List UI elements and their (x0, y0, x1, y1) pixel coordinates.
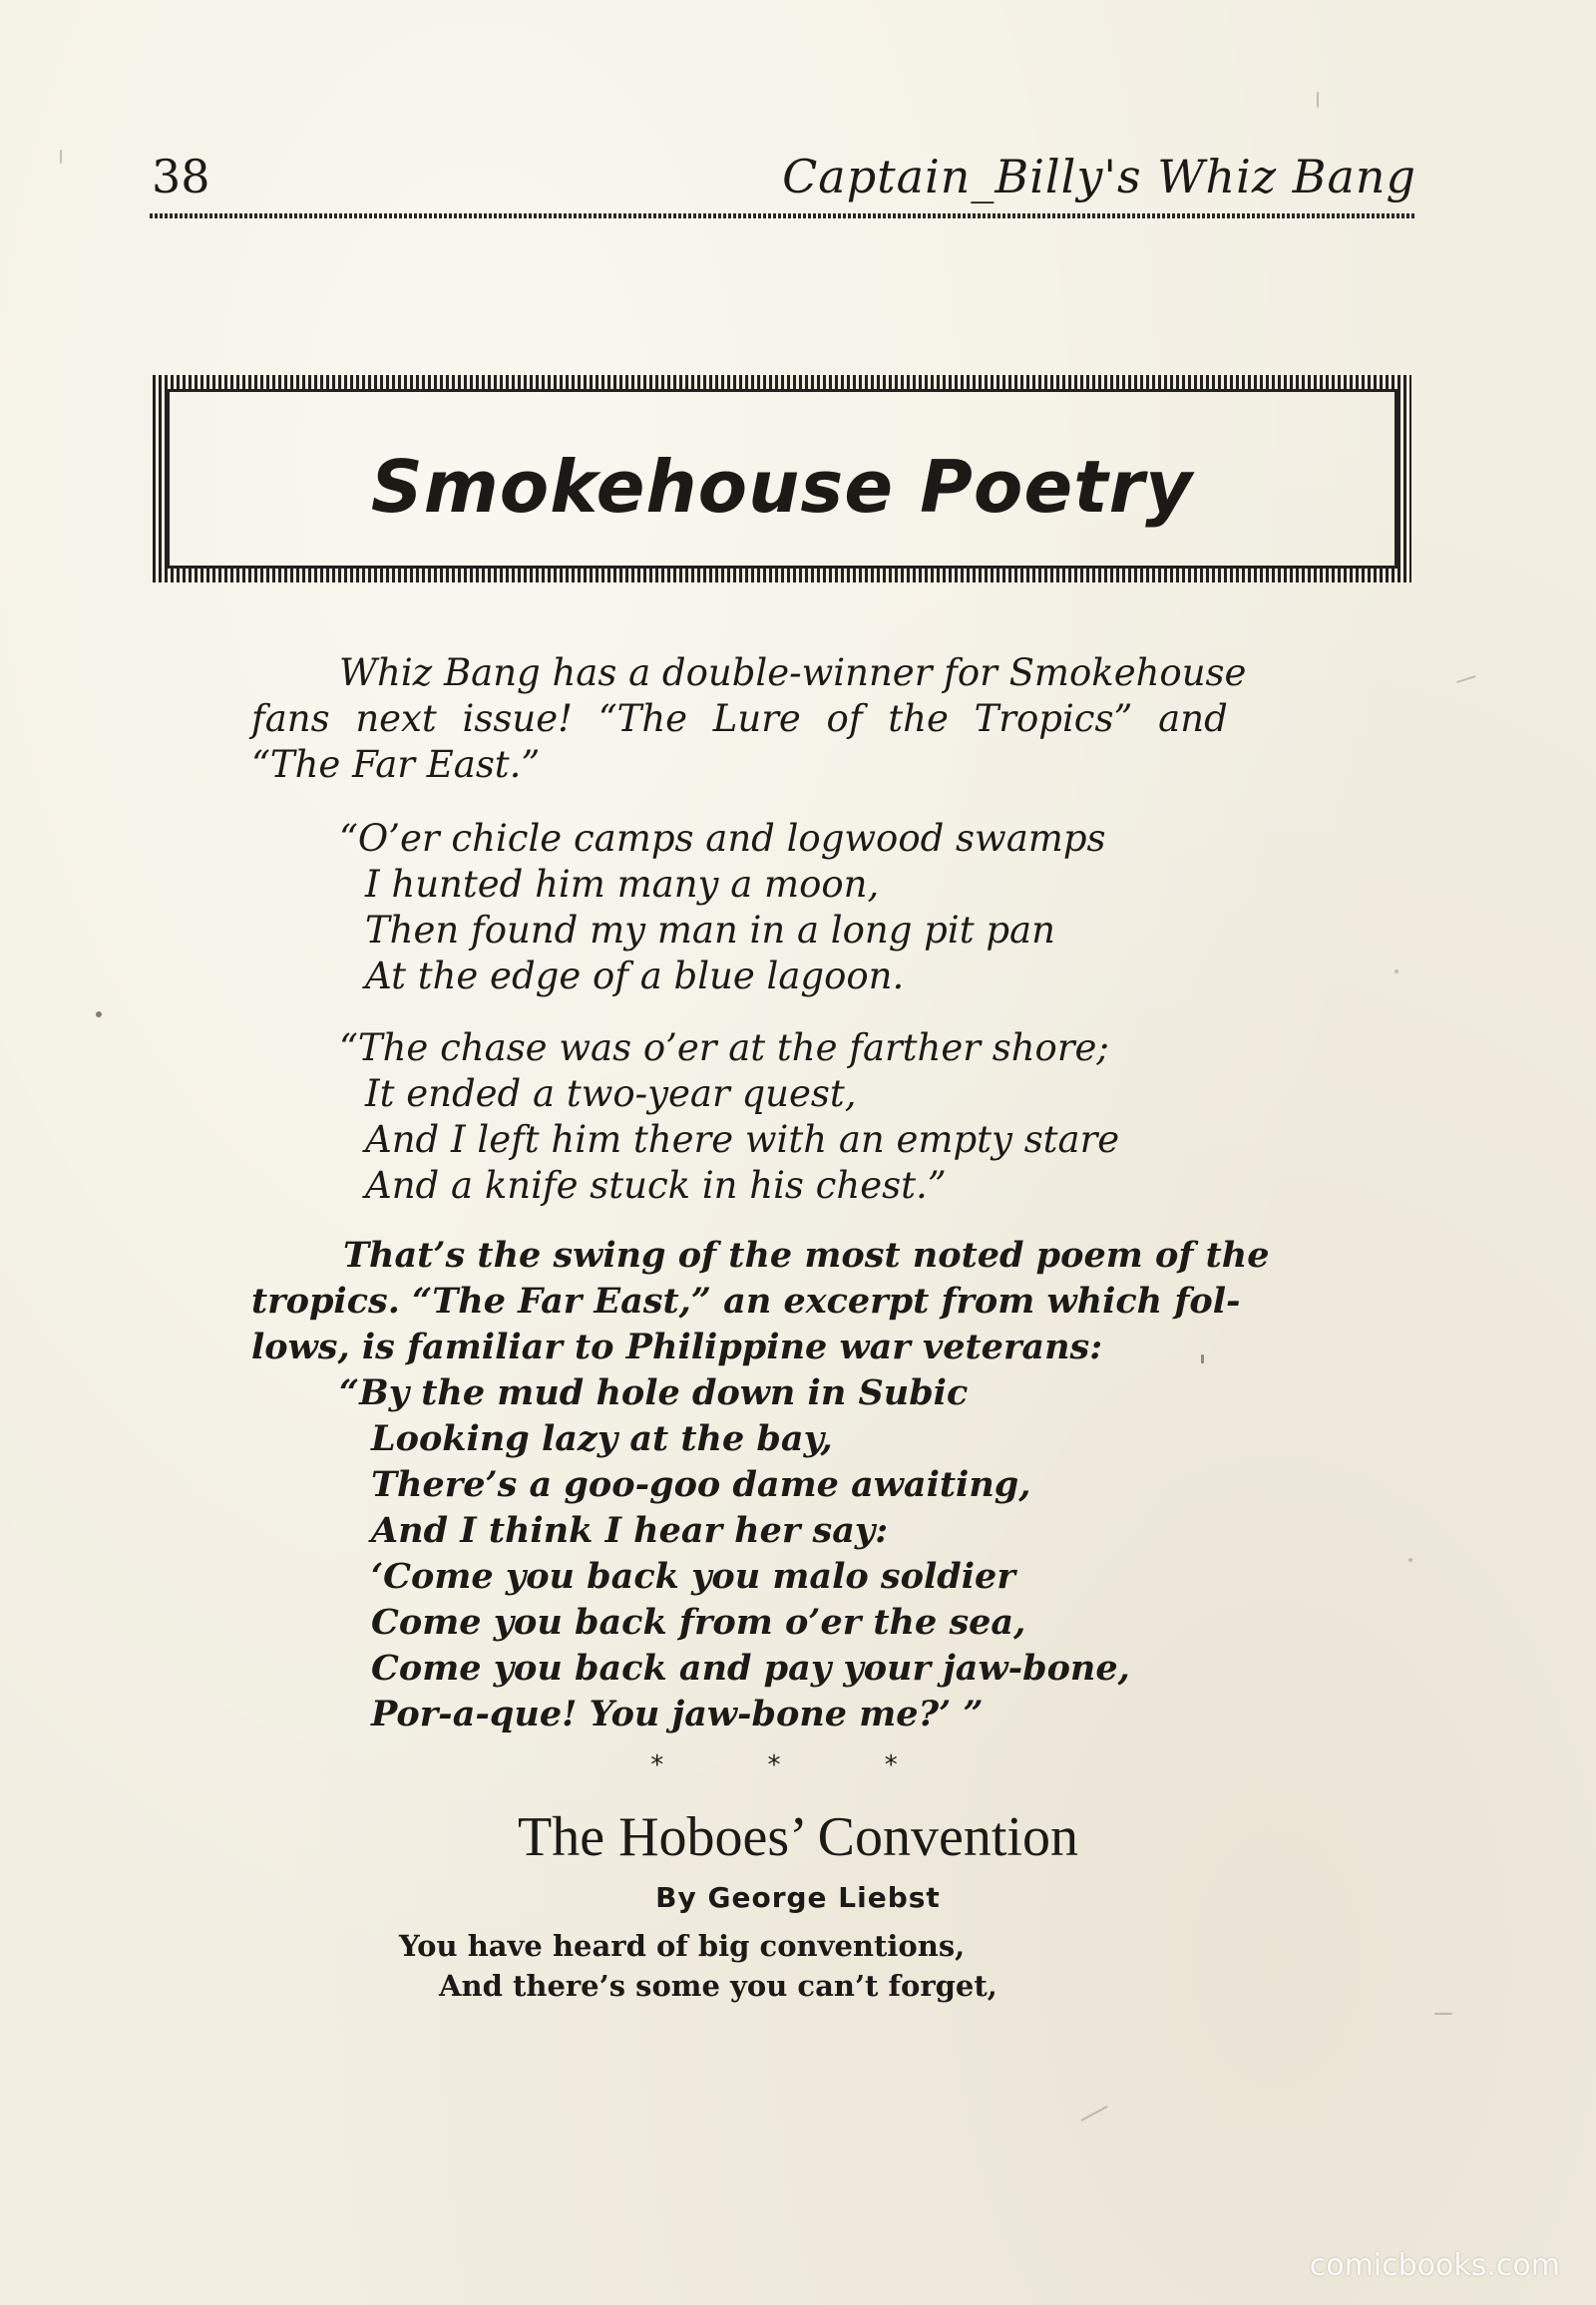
intro-line: Whiz Bang has a double-winner for Smokehouse (339, 651, 1247, 694)
paper-fleck (1456, 675, 1476, 683)
poem-line: And I left him there with an empty stare (365, 1118, 1120, 1161)
running-header (150, 150, 1416, 209)
page-number: 38 (152, 150, 210, 203)
poem-line: “The chase was o’er at the farther shore; (339, 1026, 1109, 1069)
poem-line: “O’er chicle camps and logwood swamps (339, 817, 1106, 860)
watermark: comicbooks.com (1309, 2248, 1560, 2283)
second-piece-title: The Hoboes’ Convention (518, 1806, 1078, 1868)
poem-line: At the edge of a blue lagoon. (365, 955, 905, 997)
paper-fleck (1201, 1354, 1204, 1363)
intro-line: fans next issue! “The Lure of the Tropics” and (251, 697, 1228, 740)
paper-fleck (96, 1011, 102, 1017)
commentary-line: lows, is familiar to Philippine war veterans: (251, 1327, 1103, 1367)
poem-line: Then found my man in a long pit pan (365, 909, 1055, 952)
paper-fleck (1080, 2106, 1107, 2121)
byline: By George Liebst (655, 1881, 941, 1914)
poem-line: I hunted him many a moon, (365, 863, 880, 906)
commentary-line: tropics. “The Far East,” an excerpt from which fol- (251, 1281, 1241, 1322)
intro-line: “The Far East.” (251, 743, 541, 786)
running-title: Captain_Billy's Whiz Bang (782, 150, 1416, 203)
poem-line: Por-a-que! You jaw-bone me?’ ” (371, 1694, 984, 1734)
paper-fleck (1317, 92, 1319, 108)
poem-line: And there’s some you can’t forget, (439, 1969, 998, 2003)
section-title: Smokehouse Poetry (370, 445, 1194, 529)
poem-line: Come you back from o’er the sea, (371, 1602, 1026, 1643)
poem-line: ‘Come you back you malo soldier (371, 1556, 1015, 1597)
paper-fleck (60, 150, 62, 164)
poem-line: And I think I hear her say: (371, 1510, 889, 1551)
commentary-line: That’s the swing of the most noted poem of the (343, 1235, 1270, 1276)
header-rule (150, 213, 1416, 218)
paper-fleck (1408, 1558, 1412, 1562)
poem-line: You have heard of big conventions, (399, 1929, 966, 1963)
poem-line: It ended a two-year quest, (365, 1072, 857, 1115)
paper-fleck (1434, 2013, 1452, 2015)
poem-line: Looking lazy at the bay, (371, 1418, 833, 1459)
section-separator: * * * (650, 1750, 946, 1780)
paper-fleck (1395, 969, 1398, 973)
poem-line: Come you back and pay your jaw-bone, (371, 1648, 1130, 1689)
poem-line: There’s a goo-goo dame awaiting, (371, 1464, 1031, 1505)
title-box (153, 375, 1411, 582)
poem-line: And a knife stuck in his chest.” (365, 1164, 947, 1207)
poem-line: “By the mud hole down in Subic (339, 1372, 969, 1413)
